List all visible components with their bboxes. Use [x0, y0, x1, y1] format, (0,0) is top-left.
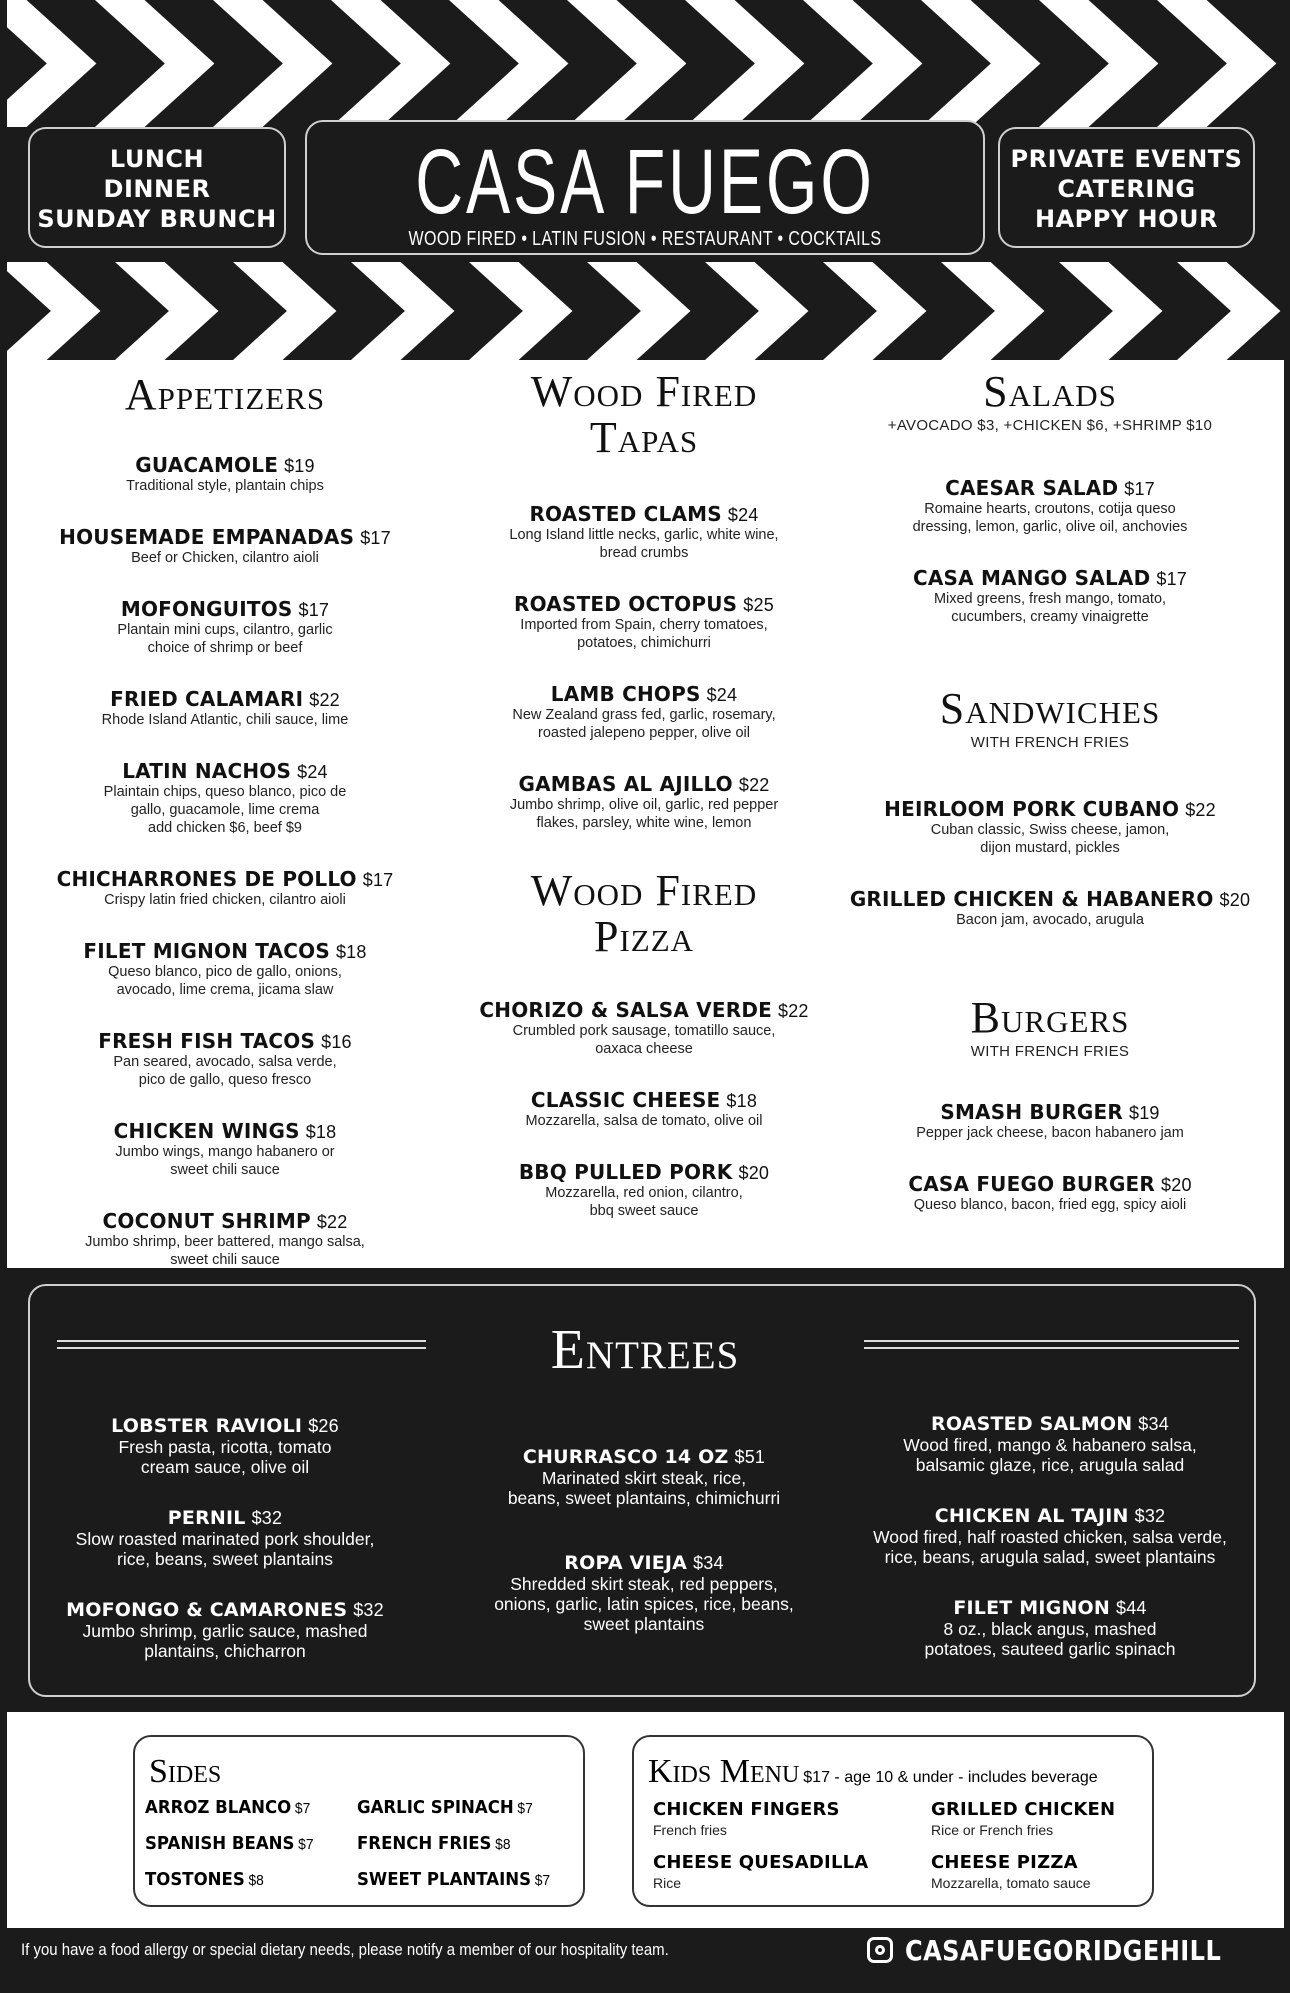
item-description: Shredded skirt steak, red peppers, onions, garlic, latin spices, rice, beans, sweet plantains [494, 1574, 794, 1634]
item-description: Jumbo shrimp, olive oil, garlic, red pepper flakes, parsley, white wine, lemon [509, 797, 779, 831]
section-title: Wood Fired Pizza [530, 866, 758, 961]
item-description: Fresh pasta, ricotta, tomato cream sauce, olive oil [118, 1437, 332, 1477]
side-price: $7 [534, 1872, 551, 1889]
item-description: Marinated skirt steak, rice, beans, sweet plantains, chimichurri [507, 1468, 781, 1508]
item-price: $19 [1129, 1103, 1160, 1123]
menu-item [750, 798, 1290, 857]
item-name-text: CASA MANGO SALAD [912, 566, 1151, 590]
chevron-icon [567, 0, 686, 127]
service-catering: CATERING [1057, 175, 1196, 203]
item-name-text: MOFONGUITOS [120, 597, 293, 621]
item-name-text: CHICHARRONES DE POLLO [56, 867, 357, 891]
tagline: WOOD FIRED • LATIN FUSION • RESTAURANT • COCKTAILS [408, 228, 882, 250]
section-burgers-header [750, 995, 1290, 1060]
item-name-text: CAESAR SALAD [945, 476, 1119, 500]
item-description: Jumbo shrimp, garlic sauce, mashed plantains, chicharron [82, 1621, 368, 1661]
item-description: Crumbled pork sausage, tomatillo sauce, oaxaca cheese [512, 1023, 776, 1057]
brand-box [305, 120, 985, 255]
item-price: $20 [738, 1163, 770, 1183]
chevron-band-top [7, 0, 1284, 127]
footer [7, 1928, 1284, 1973]
item-price: $18 [726, 1091, 758, 1111]
service-private-events: PRIVATE EVENTS [1010, 145, 1243, 173]
item-name-text: LOBSTER RAVIOLI [111, 1415, 303, 1437]
section-title: Appetizers [124, 370, 326, 419]
section-subtitle: +AVOCADO $3, +CHICKEN $6, +SHRIMP $10 [887, 417, 1213, 434]
chevron-icon [449, 0, 568, 127]
kids-item-description: Rice [653, 1875, 682, 1891]
item-name [750, 798, 1290, 821]
section-sandwiches-items [750, 798, 1290, 960]
menu-item [750, 477, 1290, 536]
item-description: Pepper jack cheese, bacon habanero jam [916, 1125, 1184, 1141]
item-description: Jumbo shrimp, beer battered, mango salsa, sweet chili sauce [85, 1234, 365, 1268]
menu-item [750, 888, 1290, 929]
item-name-text: CHICKEN WINGS [113, 1119, 300, 1143]
section-salads-items [750, 477, 1290, 657]
item-name-text: FRESH FISH TACOS [98, 1029, 316, 1053]
section-subtitle: WITH FRENCH FRIES [970, 734, 1130, 751]
side-item [145, 1869, 264, 1890]
chevron-icon [331, 0, 450, 127]
item-price: $32 [1134, 1506, 1166, 1526]
chevron-icon [1177, 262, 1280, 360]
item-price: $25 [743, 595, 774, 615]
chevron-icon [1157, 0, 1276, 127]
kids-item-description: Mozzarella, tomato sauce [931, 1875, 1091, 1891]
item-price: $34 [693, 1553, 724, 1573]
item-name-text: CHICKEN AL TAJIN [934, 1505, 1129, 1527]
menu-item [750, 567, 1290, 626]
item-description: Mixed greens, fresh mango, tomato, cucumbers, creamy vinaigrette [933, 591, 1167, 625]
item-price: $17 [1124, 479, 1155, 499]
side-name: TOSTONES [145, 1869, 245, 1890]
chevron-icon [95, 0, 214, 127]
instagram-icon[interactable] [867, 1937, 893, 1963]
hours-brunch: SUNDAY BRUNCH [37, 205, 277, 233]
side-item [357, 1833, 511, 1854]
item-name-text: CHURRASCO 14 OZ [522, 1446, 729, 1468]
kids-item [931, 1799, 1115, 1839]
item-name-text: HEIRLOOM PORK CUBANO [884, 797, 1180, 821]
side-price: $7 [294, 1800, 311, 1817]
item-price: $18 [335, 942, 367, 962]
item-name-text: COCONUT SHRIMP [102, 1209, 311, 1233]
section-title: Wood Fired Tapas [530, 367, 758, 462]
side-name: SPANISH BEANS [145, 1833, 295, 1854]
item-price: $17 [1156, 569, 1188, 589]
kids-item-name: CHEESE PIZZA [931, 1852, 1078, 1873]
item-price: $22 [777, 1001, 809, 1021]
item-name-text: HOUSEMADE EMPANADAS [59, 525, 355, 549]
chevron-band-bottom [7, 262, 1284, 360]
allergy-note: If you have a food allergy or special dietary needs, please notify a member of our hospitality team. [21, 1940, 669, 1959]
item-name-text: FILET MIGNON TACOS [83, 939, 330, 963]
side-price: $8 [248, 1872, 264, 1889]
kids-item [931, 1852, 1091, 1892]
section-title: Salads [983, 367, 1117, 416]
item-name-text: CASA FUEGO BURGER [908, 1172, 1156, 1196]
item-price: $24 [297, 762, 328, 782]
item-name-text: CLASSIC CHEESE [530, 1088, 721, 1112]
item-name-text: GRILLED CHICKEN & HABANERO [849, 887, 1214, 911]
chevron-icon [941, 262, 1044, 360]
item-price: $24 [727, 505, 759, 525]
kids-title-text: Kids Menu [648, 1753, 800, 1790]
chevron-icon [213, 0, 332, 127]
item-description: Crispy latin fried chicken, cilantro aioli [104, 892, 346, 908]
item-description: Plaintain chips, queso blanco, pico de gallo, guacamole, lime crema add chicken $6, beef $9 [103, 784, 347, 836]
item-description: Queso blanco, pico de gallo, onions, avocado, lime crema, jicama slaw [108, 964, 342, 998]
chevron-icon [469, 262, 572, 360]
item-description: Imported from Spain, cherry tomatoes, potatoes, chimichurri [520, 617, 768, 651]
item-price: $20 [1161, 1175, 1192, 1195]
chevron-icon [705, 262, 808, 360]
chevron-icon [115, 262, 218, 360]
kids-item-description: French fries [653, 1822, 727, 1838]
kids-note: $17 - age 10 & under - includes beverage [803, 1769, 1098, 1786]
item-name [750, 477, 1290, 500]
kids-item-name: CHICKEN FINGERS [653, 1799, 840, 1820]
item-name [800, 1505, 1290, 1527]
item-name [750, 567, 1290, 590]
item-description: Mozzarella, red onion, cilantro, bbq sweet sauce [545, 1185, 743, 1219]
item-name-text: PERNIL [167, 1507, 246, 1529]
item-name-text: ROASTED SALMON [931, 1413, 1133, 1435]
item-price: $17 [360, 528, 391, 548]
chevron-icon [7, 262, 100, 360]
kids-item [653, 1799, 840, 1839]
chevron-icon [7, 0, 96, 127]
item-description: Rhode Island Atlantic, chili sauce, lime [101, 712, 349, 728]
item-description: Cuban classic, Swiss cheese, jamon, dijon mustard, pickles [930, 822, 1170, 856]
item-price: $51 [734, 1447, 766, 1467]
item-name-text: FILET MIGNON [953, 1597, 1110, 1619]
menu-item [800, 1505, 1290, 1567]
item-name [800, 1597, 1290, 1619]
item-name-text: FRIED CALAMARI [110, 687, 304, 711]
item-description: Jumbo wings, mango habanero or sweet chili sauce [115, 1144, 335, 1178]
chevron-icon [685, 0, 804, 127]
services-box [998, 127, 1255, 248]
sides-box [133, 1735, 585, 1907]
item-name-text: ROPA VIEJA [564, 1552, 688, 1574]
kids-item-name: CHEESE QUESADILLA [653, 1852, 869, 1873]
menu-item [750, 1101, 1290, 1142]
item-description: 8 oz., black angus, mashed potatoes, sauteed garlic spinach [924, 1619, 1176, 1659]
item-price: $32 [353, 1600, 384, 1620]
side-item [145, 1833, 314, 1854]
chevron-icon [233, 262, 336, 360]
item-price: $17 [298, 600, 330, 620]
side-price: $7 [517, 1800, 533, 1817]
section-title: Sandwiches [939, 684, 1161, 733]
item-price: $32 [251, 1508, 283, 1528]
item-name [750, 1173, 1290, 1196]
side-name: FRENCH FRIES [357, 1833, 492, 1854]
item-description: Romaine hearts, croutons, cotija queso dressing, lemon, garlic, olive oil, anchovies [912, 501, 1188, 535]
menu-item [750, 1173, 1290, 1214]
item-name [0, 1415, 475, 1437]
section-title: Burgers [970, 993, 1130, 1042]
section-burgers-items [750, 1101, 1290, 1245]
item-description: Pan seared, avocado, salsa verde, pico de gallo, queso fresco [113, 1054, 337, 1088]
side-price: $8 [495, 1836, 511, 1853]
chevron-icon [1059, 262, 1162, 360]
menu-item [800, 1597, 1290, 1659]
item-description: Beef or Chicken, cilantro aioli [131, 550, 319, 566]
instagram-handle[interactable]: CASAFUEGORIDGEHILL [905, 1934, 1222, 1967]
chevron-icon [351, 262, 454, 360]
kids-item-name: GRILLED CHICKEN [931, 1799, 1116, 1820]
item-description: New Zealand grass fed, garlic, rosemary, roasted jalepeno pepper, olive oil [512, 707, 776, 741]
item-name-text: ROASTED OCTOPUS [514, 592, 738, 616]
hours-dinner: DINNER [103, 175, 211, 203]
item-price: $20 [1219, 890, 1251, 910]
chevron-icon [921, 0, 1040, 127]
side-item [357, 1869, 550, 1890]
kids-menu-box [632, 1735, 1154, 1907]
hours-box [28, 127, 286, 248]
item-name-text: SMASH BURGER [940, 1100, 1123, 1124]
item-price: $26 [308, 1416, 339, 1436]
item-price: $22 [1185, 800, 1216, 820]
item-price: $24 [706, 685, 738, 705]
item-description: Mozzarella, salsa de tomato, olive oil [525, 1113, 763, 1129]
item-name-text: GAMBAS AL AJILLO [518, 772, 733, 796]
item-name-text: CHORIZO & SALSA VERDE [479, 998, 772, 1022]
item-name-text: MOFONGO & CAMARONES [66, 1599, 348, 1621]
item-price: $19 [284, 456, 315, 476]
side-name: ARROZ BLANCO [145, 1797, 292, 1818]
hours-lunch: LUNCH [109, 145, 205, 173]
item-price: $22 [316, 1212, 348, 1232]
entrees-column [800, 1413, 1290, 1689]
item-description: Plantain mini cups, cilantro, garlic choice of shrimp or beef [117, 622, 333, 656]
chevron-icon [1039, 0, 1158, 127]
item-description: Slow roasted marinated pork shoulder, rice, beans, sweet plantains [75, 1529, 375, 1569]
sides-title: Sides [149, 1753, 222, 1790]
item-price: $18 [305, 1122, 337, 1142]
item-description: Long Island little necks, garlic, white wine, bread crumbs [509, 527, 779, 561]
chevron-icon [587, 262, 690, 360]
item-price: $22 [309, 690, 340, 710]
side-name: GARLIC SPINACH [357, 1797, 514, 1818]
kids-title [648, 1753, 1098, 1791]
item-name-text: BBQ PULLED PORK [518, 1160, 733, 1184]
item-description: Wood fired, half roasted chicken, salsa verde, rice, beans, arugula salad, sweet plantains [873, 1527, 1227, 1567]
item-name-text: LAMB CHOPS [550, 682, 701, 706]
chevron-icon [803, 0, 922, 127]
item-name [344, 773, 944, 796]
kids-item-description: Rice or French fries [931, 1822, 1054, 1838]
item-description: Bacon jam, avocado, arugula [956, 912, 1144, 928]
kids-item [653, 1852, 868, 1892]
item-description: Traditional style, plantain chips [126, 478, 324, 494]
section-salads-header [750, 369, 1290, 434]
item-name [750, 888, 1290, 911]
item-name-text: LATIN NACHOS [122, 759, 292, 783]
item-price: $16 [321, 1032, 352, 1052]
side-item [145, 1797, 310, 1818]
restaurant-name: CASA FUEGO [415, 131, 875, 233]
item-name-text: GUACAMOLE [135, 453, 279, 477]
side-item [357, 1797, 533, 1818]
item-price: $22 [738, 775, 770, 795]
item-name [750, 1101, 1290, 1124]
item-name-text: ROASTED CLAMS [529, 502, 722, 526]
side-price: $7 [298, 1836, 314, 1853]
chevron-icon [823, 262, 926, 360]
entrees-title: Entrees [550, 1319, 740, 1381]
item-description: Queso blanco, bacon, fried egg, spicy aioli [913, 1197, 1187, 1213]
item-price: $17 [362, 870, 394, 890]
service-happy-hour: HAPPY HOUR [1034, 205, 1219, 233]
menu-item [800, 1413, 1290, 1475]
item-price: $34 [1138, 1414, 1169, 1434]
section-sandwiches-header [750, 686, 1290, 751]
section-subtitle: WITH FRENCH FRIES [970, 1043, 1130, 1060]
item-description: Wood fired, mango & habanero salsa, balsamic glaze, rice, arugula salad [903, 1435, 1197, 1475]
item-price: $44 [1116, 1598, 1147, 1618]
side-name: SWEET PLANTAINS [357, 1869, 532, 1890]
item-name [800, 1413, 1290, 1435]
